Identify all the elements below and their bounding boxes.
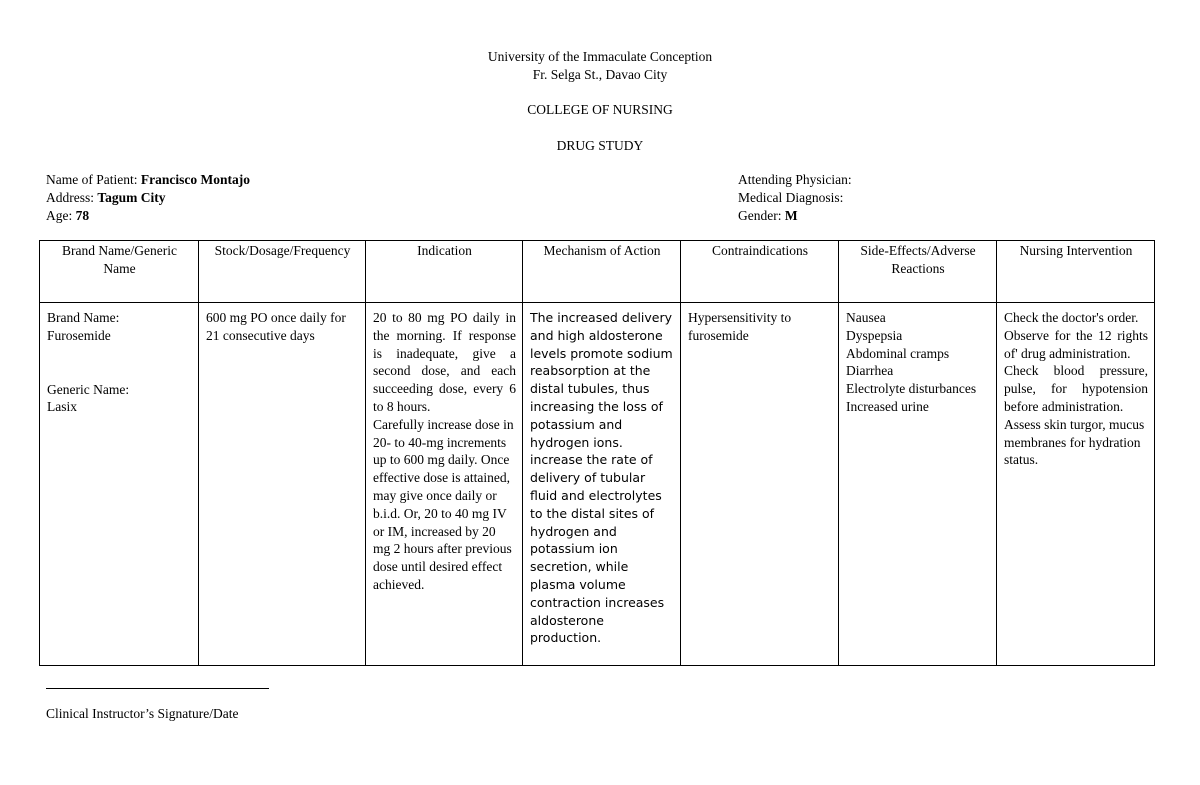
list-item: Dyspepsia <box>846 327 903 343</box>
brand-value: Furosemide <box>47 327 111 343</box>
list-item: Abdominal cramps <box>846 345 950 361</box>
nursing-paragraph-4: Assess skin turgor, mucus membranes for hydration status. <box>1004 416 1145 468</box>
signature-line <box>46 688 269 689</box>
gender-row <box>738 207 852 225</box>
cell-indication <box>366 303 523 666</box>
cell-mechanism <box>523 303 681 666</box>
patient-name-value: Francisco Montajo <box>140 172 250 187</box>
generic-value: Lasix <box>47 399 77 415</box>
contraindication-text: Hypersensitivity to furosemide <box>688 310 792 343</box>
header-side-effects: Side-Effects/Adverse Reactions <box>839 241 997 303</box>
dosage-text: 600 mg PO once daily for 21 consecutive days <box>206 310 346 343</box>
table-row <box>40 303 1155 666</box>
cell-side-effects <box>839 303 997 666</box>
cell-contraindications <box>681 303 839 666</box>
document-title: DRUG STUDY <box>556 138 644 153</box>
university-address: Fr. Selga St., Davao City <box>532 67 668 82</box>
header-mechanism: Mechanism of Action <box>523 241 681 303</box>
cell-dosage <box>199 303 366 666</box>
patient-name-label: Name of Patient: <box>46 172 138 187</box>
list-item: Nausea <box>846 310 886 325</box>
physician-label: Attending Physician: <box>738 172 852 187</box>
patient-age-label: Age: <box>46 208 73 223</box>
mechanism-paragraph-1: The increased delivery and high aldosterone levels promote sodium reabsorption at the distal tubules, thus increasing the loss of potassium and hydrogen ions. <box>530 310 673 450</box>
university-name: University of the Immaculate Conception <box>487 49 713 64</box>
patient-address-value: Tagum City <box>97 190 166 205</box>
header-nursing: Nursing Intervention <box>997 241 1155 303</box>
gender-value: M <box>784 208 798 223</box>
mechanism-paragraph-2: increase the rate of delivery of tubular fluid and electrolytes to the distal sites of hydrogen and potassium ion secretion, while plasma volume contraction increases aldosterone production. <box>530 452 665 646</box>
patient-name-row <box>46 171 250 189</box>
college-name: COLLEGE OF NURSING <box>527 102 673 117</box>
diagnosis-row <box>738 189 852 207</box>
cell-brand-generic <box>40 303 199 666</box>
header-brand-generic: Brand Name/Generic Name <box>40 241 199 303</box>
patient-info-left <box>46 171 250 225</box>
indication-paragraph-1: 20 to 80 mg PO daily in the morning. If response is inadequate, give a second dose, and each succeeding dose, every 6 to 8 hours. <box>373 310 516 414</box>
physician-row <box>738 171 852 189</box>
generic-label: Generic Name: <box>47 381 130 397</box>
cell-nursing <box>997 303 1155 666</box>
header-contraindications: Contraindications <box>681 241 839 303</box>
signature-label: Clinical Instructor’s Signature/Date <box>46 706 239 721</box>
header-dosage: Stock/Dosage/Frequency <box>199 241 366 303</box>
header-indication: Indication <box>366 241 523 303</box>
patient-address-label: Address: <box>46 190 94 205</box>
diagnosis-label: Medical Diagnosis: <box>738 190 844 205</box>
list-item: Increased urine <box>846 398 929 414</box>
patient-age-value: 78 <box>75 208 90 223</box>
indication-paragraph-2: Carefully increase dose in 20- to 40-mg increments up to 600 mg daily. Once effective dose is attained, may give once daily or b.i.d. Or, 20 to 40 mg IV or IM, increased by 20 mg 2 hours after previous dose until desired effect achieved. <box>373 416 514 592</box>
nursing-paragraph-2: Observe for the 12 rights of' drug administration. <box>1004 327 1148 361</box>
gender-label: Gender: <box>738 208 782 223</box>
brand-label: Brand Name: <box>47 310 120 325</box>
patient-info-right <box>738 171 852 225</box>
nursing-paragraph-3: Check blood pressure, pulse, for hypotension before administration. <box>1004 363 1148 414</box>
patient-age-row <box>46 207 250 225</box>
nursing-paragraph-1: Check the doctor's order. <box>1004 310 1139 325</box>
list-item: Diarrhea <box>846 363 894 379</box>
list-item: Electrolyte disturbances <box>846 381 977 397</box>
table-header-row <box>40 241 1155 303</box>
patient-address-row <box>46 189 250 207</box>
drug-study-table <box>39 240 1155 666</box>
